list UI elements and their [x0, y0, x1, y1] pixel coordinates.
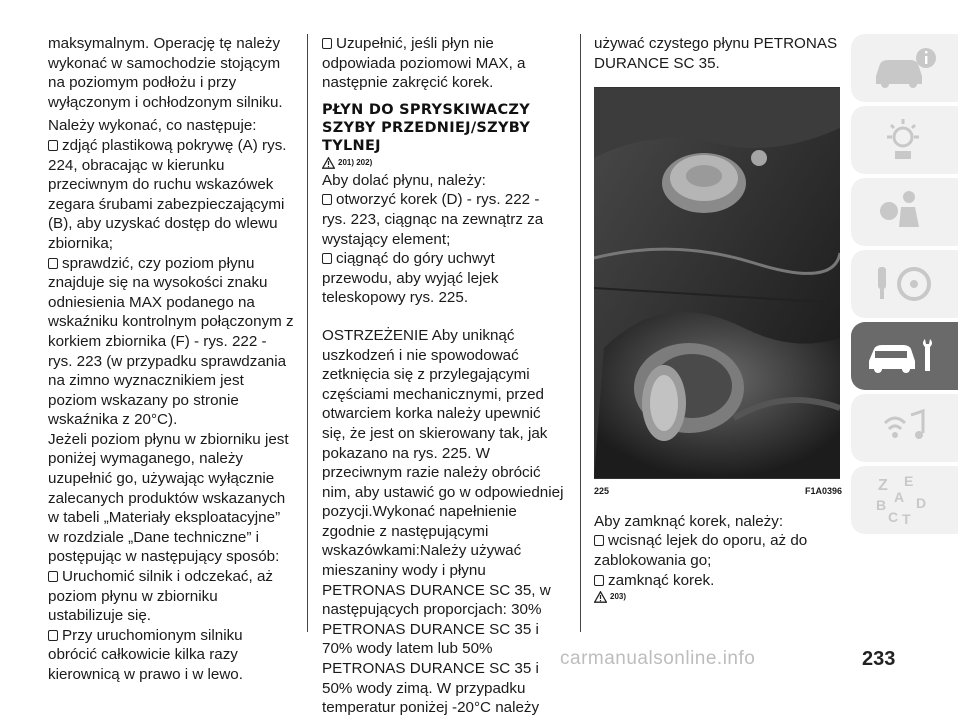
bullet-item: zamknąć korek. — [594, 571, 842, 591]
paragraph: maksymalnym. Operację tę należy wykonać w samochodzie stojącym na poziomym podłożu i przy wyłączonym i ochłodzonym silniku. — [48, 35, 283, 111]
bullet-icon — [322, 253, 332, 264]
bullet-item: sprawdzić, czy poziom płynu znajduje się na wysokości znaku odniesienia MAX podanego na wskaźniku kontrolnym połączonym z korkiem zbiornika (F) - rys. 222 - rys. 223 (w przypadku sprawdzania na zimno wyznacznikiem jest poziom wskazany po stronie wskaźnika z 20°C). — [48, 254, 294, 429]
warning-lights-icon — [875, 115, 935, 165]
bullet-item: Uzupełnić, jeśli płyn nie odpowiada poziomowi MAX, a następnie zakręcić korek. — [322, 35, 526, 92]
bullet-icon — [48, 630, 58, 641]
paragraph: OSTRZEŻENIE Aby uniknąć uszkodzeń i nie spowodować zetknięcia się z przylegającymi częściami mechanicznymi, przed otwarciem korka należy upewnić się, że jest on skierowany tak, jak pokazano na rys. 225. W przeciwnym razie należy obrócić nim, aby ustawić go w odpowiedniej pozycji.Wykonać napełnienie zgodnie z następującymi wskazówkami:Należy używać mieszaniny wody i płynu PETRONAS DURANCE SC 35, w następujących proporcjach: 30% PETRONAS DURANCE SC 35 i 70% wody latem lub 50% PETRONAS DURANCE SC 35 i 50% wody zimą. W przypadku temperatur poniżej -20°C należy — [322, 326, 564, 717]
svg-text:B: B — [875, 497, 886, 513]
bullet-item: Uruchomić silnik i odczekać, aż poziom płynu w zbiorniku ustabilizuje się. — [48, 568, 274, 625]
figure-caption — [594, 482, 842, 502]
tab-index[interactable] — [851, 466, 958, 534]
bullet-item: otworzyć korek (D) - rys. 222 - rys. 223, ciągnąc na zewnątrz za wystający element; — [322, 191, 544, 248]
warning-reference: 201) 202) — [322, 157, 567, 169]
bullet-icon — [48, 258, 58, 269]
bullet-item: ciągnąć do góry uchwyt przewodu, aby wyjąć lejek teleskopowy rys. 225. — [322, 250, 499, 307]
svg-text:D: D — [915, 495, 926, 511]
svg-text:A: A — [893, 489, 904, 505]
car-info-icon — [870, 46, 940, 90]
paragraph: Należy wykonać, co następuje: — [48, 117, 257, 135]
bullet-icon — [48, 571, 58, 582]
paragraph: używać czystego płynu PETRONAS DURANCE SC 35. — [594, 35, 838, 72]
column-divider — [307, 34, 308, 632]
svg-text:E: E — [903, 473, 913, 489]
tab-maintenance[interactable] — [851, 322, 958, 390]
watermark: carmanualsonline.info — [560, 648, 756, 669]
washer-cap-photo — [594, 88, 840, 478]
car-wrench-icon — [865, 331, 945, 381]
warning-triangle-icon — [594, 591, 607, 603]
bullet-item: zdjąć plastikową pokrywę (A) rys. 224, obracając w kierunku przeciwnym do ruchu wskazówek zegara śrubami zabezpieczającymi (B), aby uzyskać dostęp do wlewu zbiornika; — [48, 136, 287, 252]
figure-code: F1A0396 — [804, 486, 842, 497]
tab-starting-driving[interactable] — [851, 250, 958, 318]
tab-multimedia[interactable] — [851, 394, 958, 462]
multimedia-icon — [875, 403, 935, 453]
paragraph: Aby zamknąć korek, należy: — [594, 512, 784, 530]
column-3 — [594, 34, 842, 605]
key-steering-icon — [870, 259, 940, 309]
bullet-item: Przy uruchomionym silniku obrócić całkowicie kilka razy kierownicą w prawo i w lewo. — [48, 626, 243, 683]
column-2 — [322, 34, 567, 718]
warning-triangle-icon — [322, 157, 335, 169]
section-title: PŁYN DO SPRYSKIWACZY SZYBY PRZEDNIEJ/SZYBY TYLNEJ — [322, 101, 531, 154]
index-letters-icon — [870, 472, 940, 528]
bullet-icon — [322, 194, 332, 205]
bullet-item: wcisnąć lejek do oporu, aż do zablokowania go; — [594, 532, 808, 569]
tab-warning-lights[interactable] — [851, 106, 958, 174]
chapter-sidebar — [851, 34, 958, 538]
paragraph: Jeżeli poziom płynu w zbiorniku jest poniżej wymaganego, należy uzupełnić go, używając wyłącznie zalecanych produktów wskazanych w tabeli „Materiały eksploatacyjne” w rozdziale „Dane techniczne” i postępując w następujący sposób: — [48, 430, 289, 566]
tab-safety[interactable] — [851, 178, 958, 246]
bullet-icon — [594, 575, 604, 586]
tab-car-info[interactable] — [851, 34, 958, 102]
paragraph: Aby dolać płynu, należy: — [322, 171, 486, 189]
svg-text:T: T — [901, 511, 911, 527]
bullet-icon — [48, 140, 58, 151]
svg-text:C: C — [887, 509, 898, 525]
bullet-icon — [594, 535, 604, 546]
svg-text:Z: Z — [877, 477, 888, 494]
figure-number: 225 — [594, 486, 610, 497]
warning-reference: 203) — [594, 591, 842, 603]
airbag-seat-icon — [875, 187, 935, 237]
page-number: 233 — [862, 648, 896, 670]
bullet-icon — [322, 38, 332, 49]
figure-washer-reservoir-photo — [594, 87, 840, 479]
column-1 — [48, 34, 294, 685]
column-divider — [580, 34, 581, 632]
